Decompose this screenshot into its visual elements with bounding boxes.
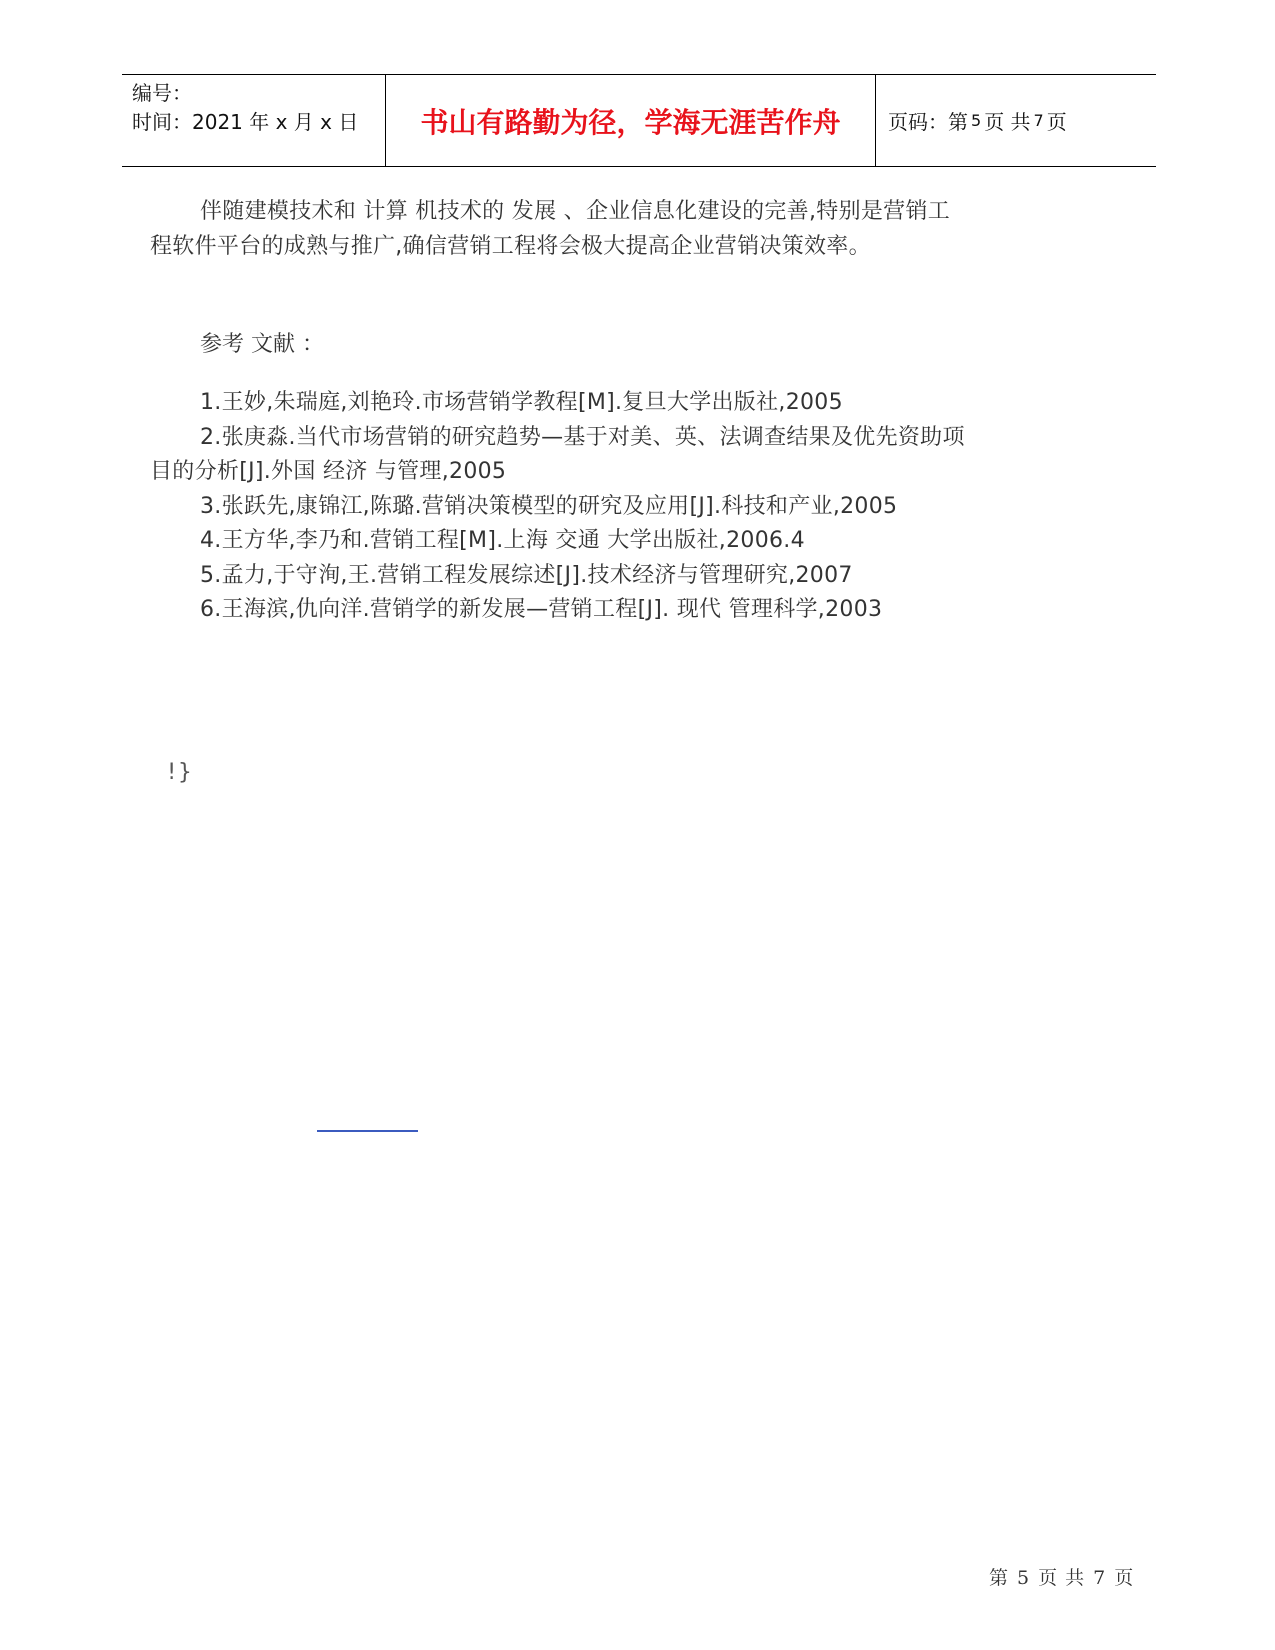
header-page-number (876, 75, 1156, 166)
page-prefix: 页码：第 (888, 110, 968, 134)
page-footer (985, 1563, 1138, 1590)
document-header (122, 74, 1156, 167)
reference-item: 1.王妙,朱瑞庭,刘艳玲.市场营销学教程[M].复旦大学出版社,2005 (200, 390, 843, 415)
reference-item: 2.张庚淼.当代市场营销的研究趋势—基于对美、英、法调查结果及优先资助项目的分析[J].外国 经济 与管理,2005 (150, 424, 965, 484)
footer-prefix: 第 (989, 1567, 1010, 1589)
footer-page-total: 7 (1093, 1567, 1107, 1589)
stray-text: !} (165, 760, 192, 785)
footer-page-current: 5 (1017, 1567, 1031, 1589)
references-list (150, 386, 970, 628)
number-label: 编号： (132, 81, 192, 105)
reference-item: 5.孟力,于守洵,王.营销工程发展综述[J].技术经济与管理研究,2007 (200, 562, 853, 588)
header-meta-cell (122, 75, 386, 166)
page-total: 7 (1033, 111, 1044, 130)
footer-suffix: 页 (1114, 1567, 1135, 1589)
time-label: 时间：2021 年 x 月 x 日 (132, 110, 359, 134)
reference-item: 6.王海滨,仇向洋.营销学的新发展—营销工程[J]. 现代 管理科学,2003 (200, 597, 883, 622)
page-mid: 页 共 (984, 110, 1031, 134)
reference-item: 3.张跃先,康锦江,陈璐.营销决策模型的研究及应用[J].科技和产业,2005 (200, 493, 898, 519)
hyperlink-underline[interactable] (317, 1130, 418, 1132)
body-paragraph-block (150, 194, 970, 264)
page-suffix: 页 (1046, 110, 1067, 134)
footer-mid: 页 共 (1038, 1567, 1086, 1589)
reference-item: 4.王方华,李乃和.营销工程[M].上海 交通 大学出版社,2006.4 (200, 528, 805, 553)
header-motto: 书山有路勤为径，学海无涯苦作舟 (386, 75, 876, 166)
references-title: 参考 文献 ： (200, 332, 324, 357)
page-current: 5 (971, 111, 982, 130)
body-paragraph: 伴随建模技术和 计算 机技术的 发展 、企业信息化建设的完善,特别是营销工程软件平台的成熟与推广,确信营销工程将会极大提高企业营销决策效率。 (150, 199, 951, 259)
